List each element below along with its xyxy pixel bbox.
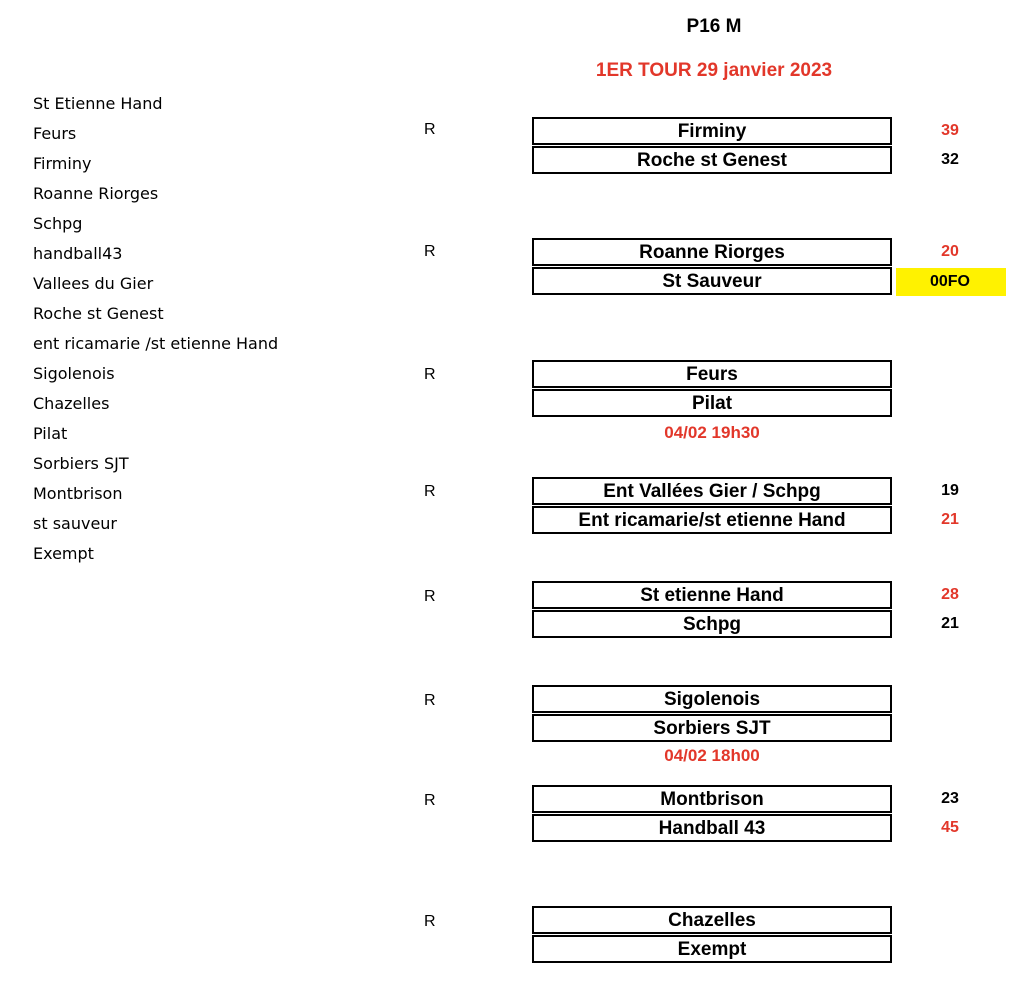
team-list-item: Firminy [33, 154, 92, 173]
match-home-team: Sigolenois [532, 685, 892, 713]
away-score: 45 [941, 819, 959, 836]
home-score: 39 [941, 122, 959, 139]
match-away-team: Pilat [532, 389, 892, 417]
match-home-team: St etienne Hand [532, 581, 892, 609]
team-list-item: Vallees du Gier [33, 274, 154, 293]
team-list-item: Roanne Riorges [33, 184, 159, 203]
home-score: 20 [941, 243, 959, 260]
match-mark: R [424, 588, 436, 605]
team-list-item: Pilat [33, 424, 68, 443]
home-score: 19 [941, 482, 959, 499]
match-home-team: Feurs [532, 360, 892, 388]
team-list-item: Sigolenois [33, 364, 115, 383]
match-mark: R [424, 483, 436, 500]
round-subtitle: 1ER TOUR 29 janvier 2023 [595, 60, 833, 81]
home-score: 23 [941, 790, 959, 807]
away-score: 21 [941, 615, 959, 632]
match-mark: R [424, 792, 436, 809]
match-mark: R [424, 913, 436, 930]
match-away-team: Exempt [532, 935, 892, 963]
match-home-team: Ent Vallées Gier / Schpg [532, 477, 892, 505]
team-list-item: st sauveur [33, 514, 118, 533]
away-score: 00FO [929, 273, 970, 290]
team-list-item: Exempt [33, 544, 94, 563]
match-away-team: Roche st Genest [532, 146, 892, 174]
away-score: 32 [941, 151, 959, 168]
team-list-item: Roche st Genest [33, 304, 164, 323]
match-mark: R [424, 243, 436, 260]
team-list-item: Montbrison [33, 484, 123, 503]
match-schedule-note: 04/02 19h30 [664, 423, 760, 442]
match-away-team: St Sauveur [532, 267, 892, 295]
team-list-item: ent ricamarie /st etienne Hand [33, 334, 279, 353]
team-list-item: handball43 [33, 244, 123, 263]
team-list-item: St Etienne Hand [33, 94, 163, 113]
team-list-item: Sorbiers SJT [33, 454, 129, 473]
match-home-team: Chazelles [532, 906, 892, 934]
match-schedule-note: 04/02 18h00 [664, 746, 760, 765]
home-score: 28 [941, 586, 959, 603]
match-away-team: Schpg [532, 610, 892, 638]
match-away-team: Handball 43 [532, 814, 892, 842]
team-list-item: Chazelles [33, 394, 110, 413]
team-list [33, 92, 278, 572]
away-score: 21 [941, 511, 959, 528]
team-list-item: Schpg [33, 214, 83, 233]
match-home-team: Firminy [532, 117, 892, 145]
match-away-team: Ent ricamarie/st etienne Hand [532, 506, 892, 534]
page-title: P16 M [686, 16, 742, 37]
match-mark: R [424, 121, 436, 138]
match-mark: R [424, 692, 436, 709]
match-home-team: Montbrison [532, 785, 892, 813]
match-away-team: Sorbiers SJT [532, 714, 892, 742]
match-home-team: Roanne Riorges [532, 238, 892, 266]
team-list-item: Feurs [33, 124, 77, 143]
match-mark: R [424, 366, 436, 383]
